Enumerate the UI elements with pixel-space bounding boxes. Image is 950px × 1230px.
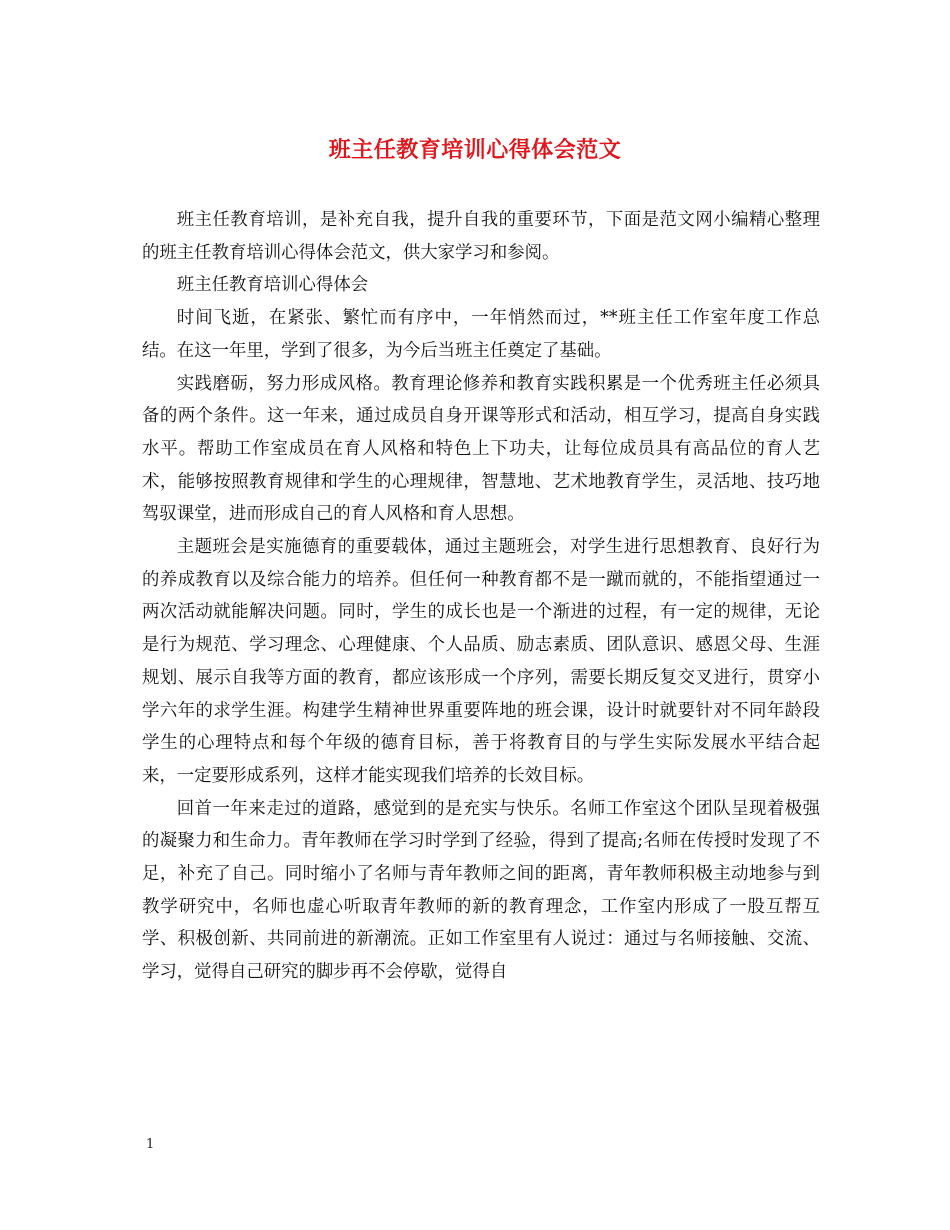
body-paragraph: 实践磨砺，努力形成风格。教育理论修养和教育实践积累是一个优秀班主任必须具备的两个条件。这一年来，通过成员自身开课等形式和活动，相互学习，提高自身实践水平。帮助工作室成员在育人风格和特色上下功夫，让每位成员具有高品位的育人艺术，能够按照教育规律和学生的心理规律，智慧地、艺术地教育学生，灵活地、技巧地驾驭课堂，进而形成自己的育人风格和育人思想。 — [142, 373, 820, 525]
document-body — [142, 204, 820, 989]
body-paragraph: 主题班会是实施德育的重要载体，通过主题班会，对学生进行思想教育、良好行为的养成教育以及综合能力的培养。但任何一种教育都不是一蹴而就的，不能指望通过一两次活动就能解决问题。同时，学生的成长也是一个渐进的过程，有一定的规律，无论是行为规范、学习理念、心理健康、个人品质、励志素质、团队意识、感恩父母、生涯规划、展示自我等方面的教育，都应该形成一个序列，需要长期反复交叉进行，贯穿小学六年的求学生涯。构建学生精神世界重要阵地的班会课，设计时就要针对不同年龄段学生的心理特点和每个年级的德育目标，善于将教育目的与学生实际发展水平结合起来，一定要形成系列，这样才能实现我们培养的长效目标。 — [142, 537, 820, 786]
intro-paragraph: 班主任教育培训，是补充自我，提升自我的重要环节，下面是范文网小编精心整理的班主任教育培训心得体会范文，供大家学习和参阅。 — [142, 210, 820, 263]
page-number: 1 — [146, 1137, 155, 1152]
document-title: 班主任教育培训心得体会范文 — [328, 137, 622, 163]
section-heading: 班主任教育培训心得体会 — [176, 275, 369, 296]
body-paragraph: 回首一年来走过的道路，感觉到的是充实与快乐。名师工作室这个团队呈现着极强的凝聚力和生命力。青年教师在学习时学到了经验，得到了提高;名师在传授时发现了不足，补充了自己。同时缩小了名师与青年教师之间的距离，青年教师积极主动地参与到教学研究中，名师也虚心听取青年教师的新的教育理念，工作室内形成了一股互帮互学、积极创新、共同前进的新潮流。正如工作室里有人说过：通过与名师接触、交流、学习，觉得自己研究的脚步再不会停歇，觉得自 — [142, 798, 820, 983]
body-paragraph: 时间飞逝，在紧张、繁忙而有序中，一年悄然而过，**班主任工作室年度工作总结。在这一年里，学到了很多，为今后当班主任奠定了基础。 — [142, 308, 820, 361]
